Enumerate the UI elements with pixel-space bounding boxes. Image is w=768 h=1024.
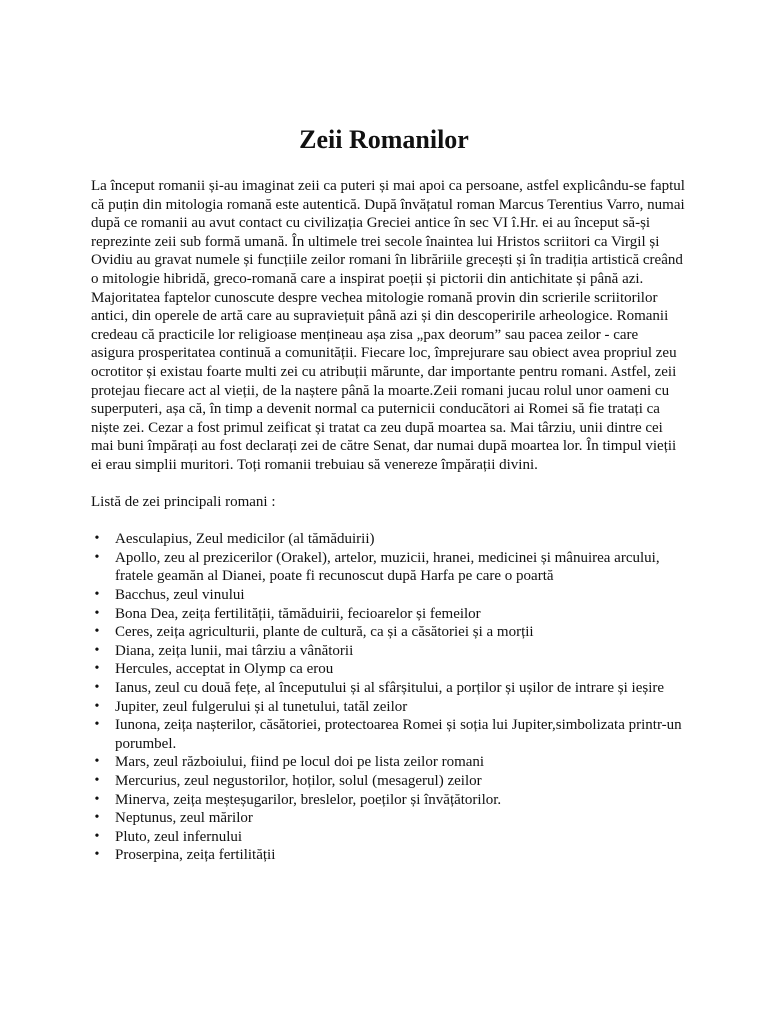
bullet-icon: •: [94, 754, 100, 770]
list-item-text: Iunona, zeița nașterilor, căsătoriei, protectoarea Romei și soția lui Jupiter,simbolizata printr-un porumbel.: [115, 717, 682, 752]
intro-paragraph: La început romanii și-au imaginat zeii ca puteri și mai apoi ca persoane, astfel explicându-se faptul că puțin din mitologia romană este autentică. După învățatul roman Marcus Terentius Varro, numai după ce romanii au avut contact cu civilizația Greciei antice în sec VI î.Hr. ei au început să-și reprezinte zeii sub formă umană. În ultimele trei secole înaintea lui Hristos scriitori ca Virgil și Ovidiu au gravat numele și funcțiile zeilor romani în librăriile grecești și în tradiția artistică creând o mitologie hibridă, greco-romană care a inspirat poeții și pictorii din antichitate și până azi.: [91, 178, 685, 287]
list-item: [91, 660, 685, 679]
list-item-text: Apollo, zeu al prezicerilor (Orakel), artelor, muzicii, hranei, medicinei și mânuirea arcului, fratele geamăn al Dianei, poate fi recunoscut după Harfa pe care o poartă: [115, 549, 660, 585]
list-item: [91, 605, 685, 624]
list-item: [91, 846, 685, 865]
list-item: [91, 642, 685, 661]
bullet-icon: •: [94, 605, 100, 621]
bullet-icon: •: [94, 680, 100, 696]
list-item: [91, 549, 685, 586]
facts-paragraph: Majoritatea faptelor cunoscute despre vechea mitologie romană provin din scrierile scriitorilor antici, din operele de artă care au supraviețuit până azi și din descoperirile arheologice. Romanii credeau că practicile lor religioase mențineau așa zisa „pax deorum” sau pacea zeilor - care asigura prosperitatea continuă a comunității. Fiecare loc, împrejurare sau obiect avea propriul zeu ocrotitor și existau foarte multi zei cu atribuții mărunte, dar importante pentru romani. Astfel, zeii protejau fiecare act al vieții, de la naștere până la moarte.Zeii romani jucau rolul unor oameni cu superputeri, așa că, în timp a devenit normal ca puternicii conducători ai Romei să fie tratați ca niște zei. Cezar a fost primul zeificat și tratat ca zeu după moartea sa. Mai târziu, unii dintre cei mai buni împărați au fost declarați zei de către Senat, dar numai după moartea lor. În timpul vieții ei erau simplii muritori. Toți romanii trebuiau să venereze împărații divini.: [91, 289, 677, 473]
list-item-text: Diana, zeița lunii, mai târziu a vânătorii: [115, 642, 354, 659]
list-item-text: Bacchus, zeul vinului: [115, 587, 245, 604]
bullet-icon: •: [94, 642, 100, 658]
bullet-icon: •: [94, 773, 100, 788]
gods-list: [91, 530, 685, 865]
list-item-text: Minerva, zeița meșteșugarilor, breslelor, poeților și învățătorilor.: [115, 791, 502, 808]
list-item: [91, 772, 685, 791]
list-item-text: Mercurius, zeul negustorilor, hoților, solul (mesagerul) zeilor: [115, 773, 482, 789]
list-item: [91, 679, 685, 698]
bullet-icon: •: [94, 791, 100, 807]
page-title: Zeii Romanilor: [299, 125, 469, 154]
document-body: [91, 177, 685, 865]
bullet-icon: •: [94, 531, 100, 547]
list-item: [91, 809, 685, 828]
list-item-text: Aesculapius, Zeul medicilor (al tămăduirii): [115, 531, 375, 548]
bullet-icon: •: [94, 549, 100, 565]
bullet-icon: •: [94, 624, 100, 640]
list-item: [91, 791, 685, 810]
list-item: [91, 716, 685, 753]
list-item-text: Mars, zeul războiului, fiind pe locul doi pe lista zeilor romani: [115, 754, 485, 771]
bullet-icon: •: [94, 717, 100, 733]
list-item: [91, 698, 685, 717]
list-item: [91, 530, 685, 549]
bullet-icon: •: [94, 810, 100, 826]
bullet-icon: •: [94, 661, 100, 677]
list-item: [91, 828, 685, 847]
list-item-text: Neptunus, zeul mărilor: [115, 810, 253, 827]
bullet-icon: •: [94, 828, 100, 844]
list-item-text: Ianus, zeul cu două fețe, al începutului și al sfârșitului, a porților și ușilor de intrare și ieșire: [115, 680, 665, 697]
list-item: [91, 586, 685, 605]
list-item-text: Hercules, acceptat in Olymp ca erou: [115, 661, 334, 678]
bullet-icon: •: [94, 587, 100, 603]
list-item-text: Ceres, zeița agriculturii, plante de cultură, ca și a căsătoriei și a morții: [115, 624, 534, 641]
bullet-icon: •: [94, 847, 100, 863]
list-intro: Listă de zei principali romani :: [91, 494, 276, 511]
list-item-text: Jupiter, zeul fulgerului și al tunetului, tatăl zeilor: [115, 698, 408, 715]
list-item-text: Bona Dea, zeița fertilității, tămăduirii, fecioarelor și femeilor: [115, 605, 481, 622]
list-item-text: Pluto, zeul infernului: [115, 828, 243, 845]
list-item-text: Proserpina, zeița fertilității: [115, 847, 276, 864]
list-item: [91, 623, 685, 642]
bullet-icon: •: [94, 698, 100, 714]
list-item: [91, 753, 685, 772]
